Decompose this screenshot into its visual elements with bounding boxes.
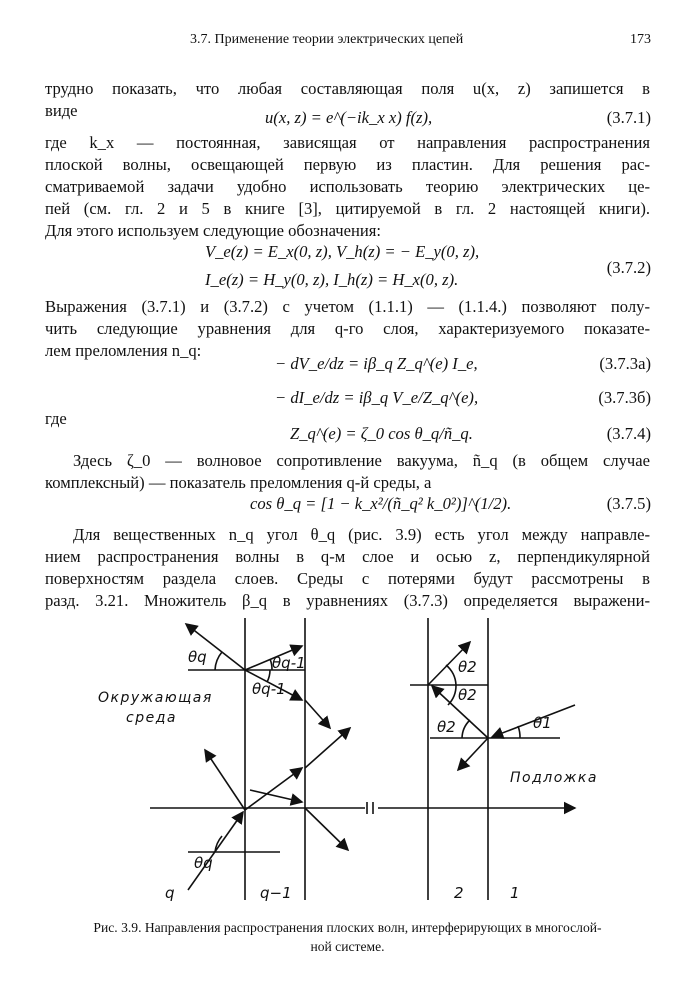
- caption-line: ной системе.: [310, 939, 385, 954]
- angle-arc: [518, 726, 520, 738]
- paragraph-line: трудно показать, что любая составляющая поля u(x, z) запишется в: [45, 79, 650, 98]
- ray-arrow: [305, 808, 348, 850]
- paragraph-line: где: [45, 409, 67, 428]
- equation-3-7-2-a: V_e(z) = E_x(0, z), V_h(z) = − E_y(0, z),: [205, 242, 480, 261]
- ray-arrow: [245, 768, 302, 810]
- region-label: Окружающая: [98, 690, 213, 706]
- angle-label: θq: [194, 854, 213, 872]
- region-label: среда: [126, 710, 177, 726]
- equation-3-7-2-b: I_e(z) = H_y(0, z), I_h(z) = H_x(0, z).: [205, 270, 459, 289]
- ray-arrow: [305, 728, 350, 768]
- paragraph-line: поверхностям раздела слоев. Среды с потерями будут рассмотрены в: [45, 569, 650, 588]
- ray-arrow: [458, 738, 488, 770]
- angle-label: θq: [188, 648, 207, 666]
- paragraph-line: чить следующие уравнения для q-го слоя, характеризуемого показате-: [45, 319, 650, 338]
- equation-number: (3.7.3б): [598, 388, 651, 407]
- equation-number: (3.7.4): [606, 424, 651, 443]
- paragraph-line: Для этого используем следующие обозначения:: [45, 221, 382, 240]
- equation-3-7-5: cos θ_q = [1 − k_x²/(ñ_q² k_0²)]^(1/2).: [250, 494, 512, 513]
- paragraph-line: сматриваемой задачи удобно использовать теорию электрических це-: [45, 177, 650, 196]
- ray-arrow: [205, 750, 245, 810]
- equation-number: (3.7.3а): [599, 354, 651, 373]
- angle-label: θ1: [533, 714, 552, 732]
- figure-3-9: [0, 610, 696, 910]
- equation-number: (3.7.5): [606, 494, 651, 513]
- angle-arc: [215, 652, 222, 670]
- equation-3-7-4: Z_q^(e) = ζ_0 cos θ_q/ñ_q.: [290, 424, 473, 443]
- running-title: 3.7. Применение теории электрических цепей: [190, 32, 464, 47]
- paragraph-line: лем преломления n_q:: [45, 341, 202, 360]
- region-label: Подложка: [510, 770, 598, 786]
- equation-number: (3.7.2): [606, 258, 651, 277]
- paragraph-line: разд. 3.21. Множитель β_q в уравнениях (3.7.3) определяется выражени-: [45, 591, 650, 610]
- paragraph-line: пей (см. гл. 2 и 5 в книге [3], цитируемой в гл. 2 настоящей книги).: [45, 199, 650, 218]
- paragraph-line: виде: [45, 101, 78, 120]
- paragraph-line: Выражения (3.7.1) и (3.7.2) с учетом (1.1.1) — (1.1.4.) позволяют полу-: [45, 297, 650, 316]
- equation-number: (3.7.1): [606, 108, 651, 127]
- layer-label: 1: [510, 884, 520, 902]
- paragraph-line: Здесь ζ_0 — волновое сопротивление вакуума, ñ_q (в общем случае: [73, 451, 650, 470]
- angle-label: θq-1: [272, 654, 306, 672]
- paragraph-line: нием распространения волны в q-м слое и осью z, перпендикулярной: [45, 547, 650, 566]
- angle-label: θq-1: [252, 680, 286, 698]
- layer-label: 2: [454, 884, 464, 902]
- angle-label: θ2: [437, 718, 456, 736]
- paragraph-line: плоской волны, освещающей первую из пластин. Для решения рас-: [45, 155, 650, 174]
- equation-3-7-1: u(x, z) = e^(−ik_x x) f(z),: [265, 108, 433, 127]
- angle-arc: [462, 720, 470, 738]
- figure-caption: [45, 918, 650, 956]
- angle-arc: [446, 665, 456, 685]
- equation-3-7-3b: − dI_e/dz = iβ_q V_e/Z_q^(e),: [275, 388, 479, 407]
- equation-3-7-3a: − dV_e/dz = iβ_q Z_q^(e) I_e,: [275, 354, 478, 373]
- layer-label: q: [165, 884, 175, 902]
- page-number: 173: [630, 32, 651, 47]
- paragraph-line: комплексный) — показатель преломления q-й среды, а: [45, 473, 432, 492]
- ray-arrow: [305, 700, 330, 728]
- angle-label: θ2: [458, 658, 477, 676]
- caption-line: Рис. 3.9. Направления распространения плоских волн, интерферирующих в многослой-: [93, 920, 602, 935]
- paragraph-line: где k_x — постоянная, зависящая от направления распространения: [45, 133, 650, 152]
- layer-label: q−1: [260, 884, 292, 902]
- paragraph-line: Для вещественных n_q угол θ_q (рис. 3.9) есть угол между направле-: [73, 525, 650, 544]
- angle-label: θ2: [458, 686, 477, 704]
